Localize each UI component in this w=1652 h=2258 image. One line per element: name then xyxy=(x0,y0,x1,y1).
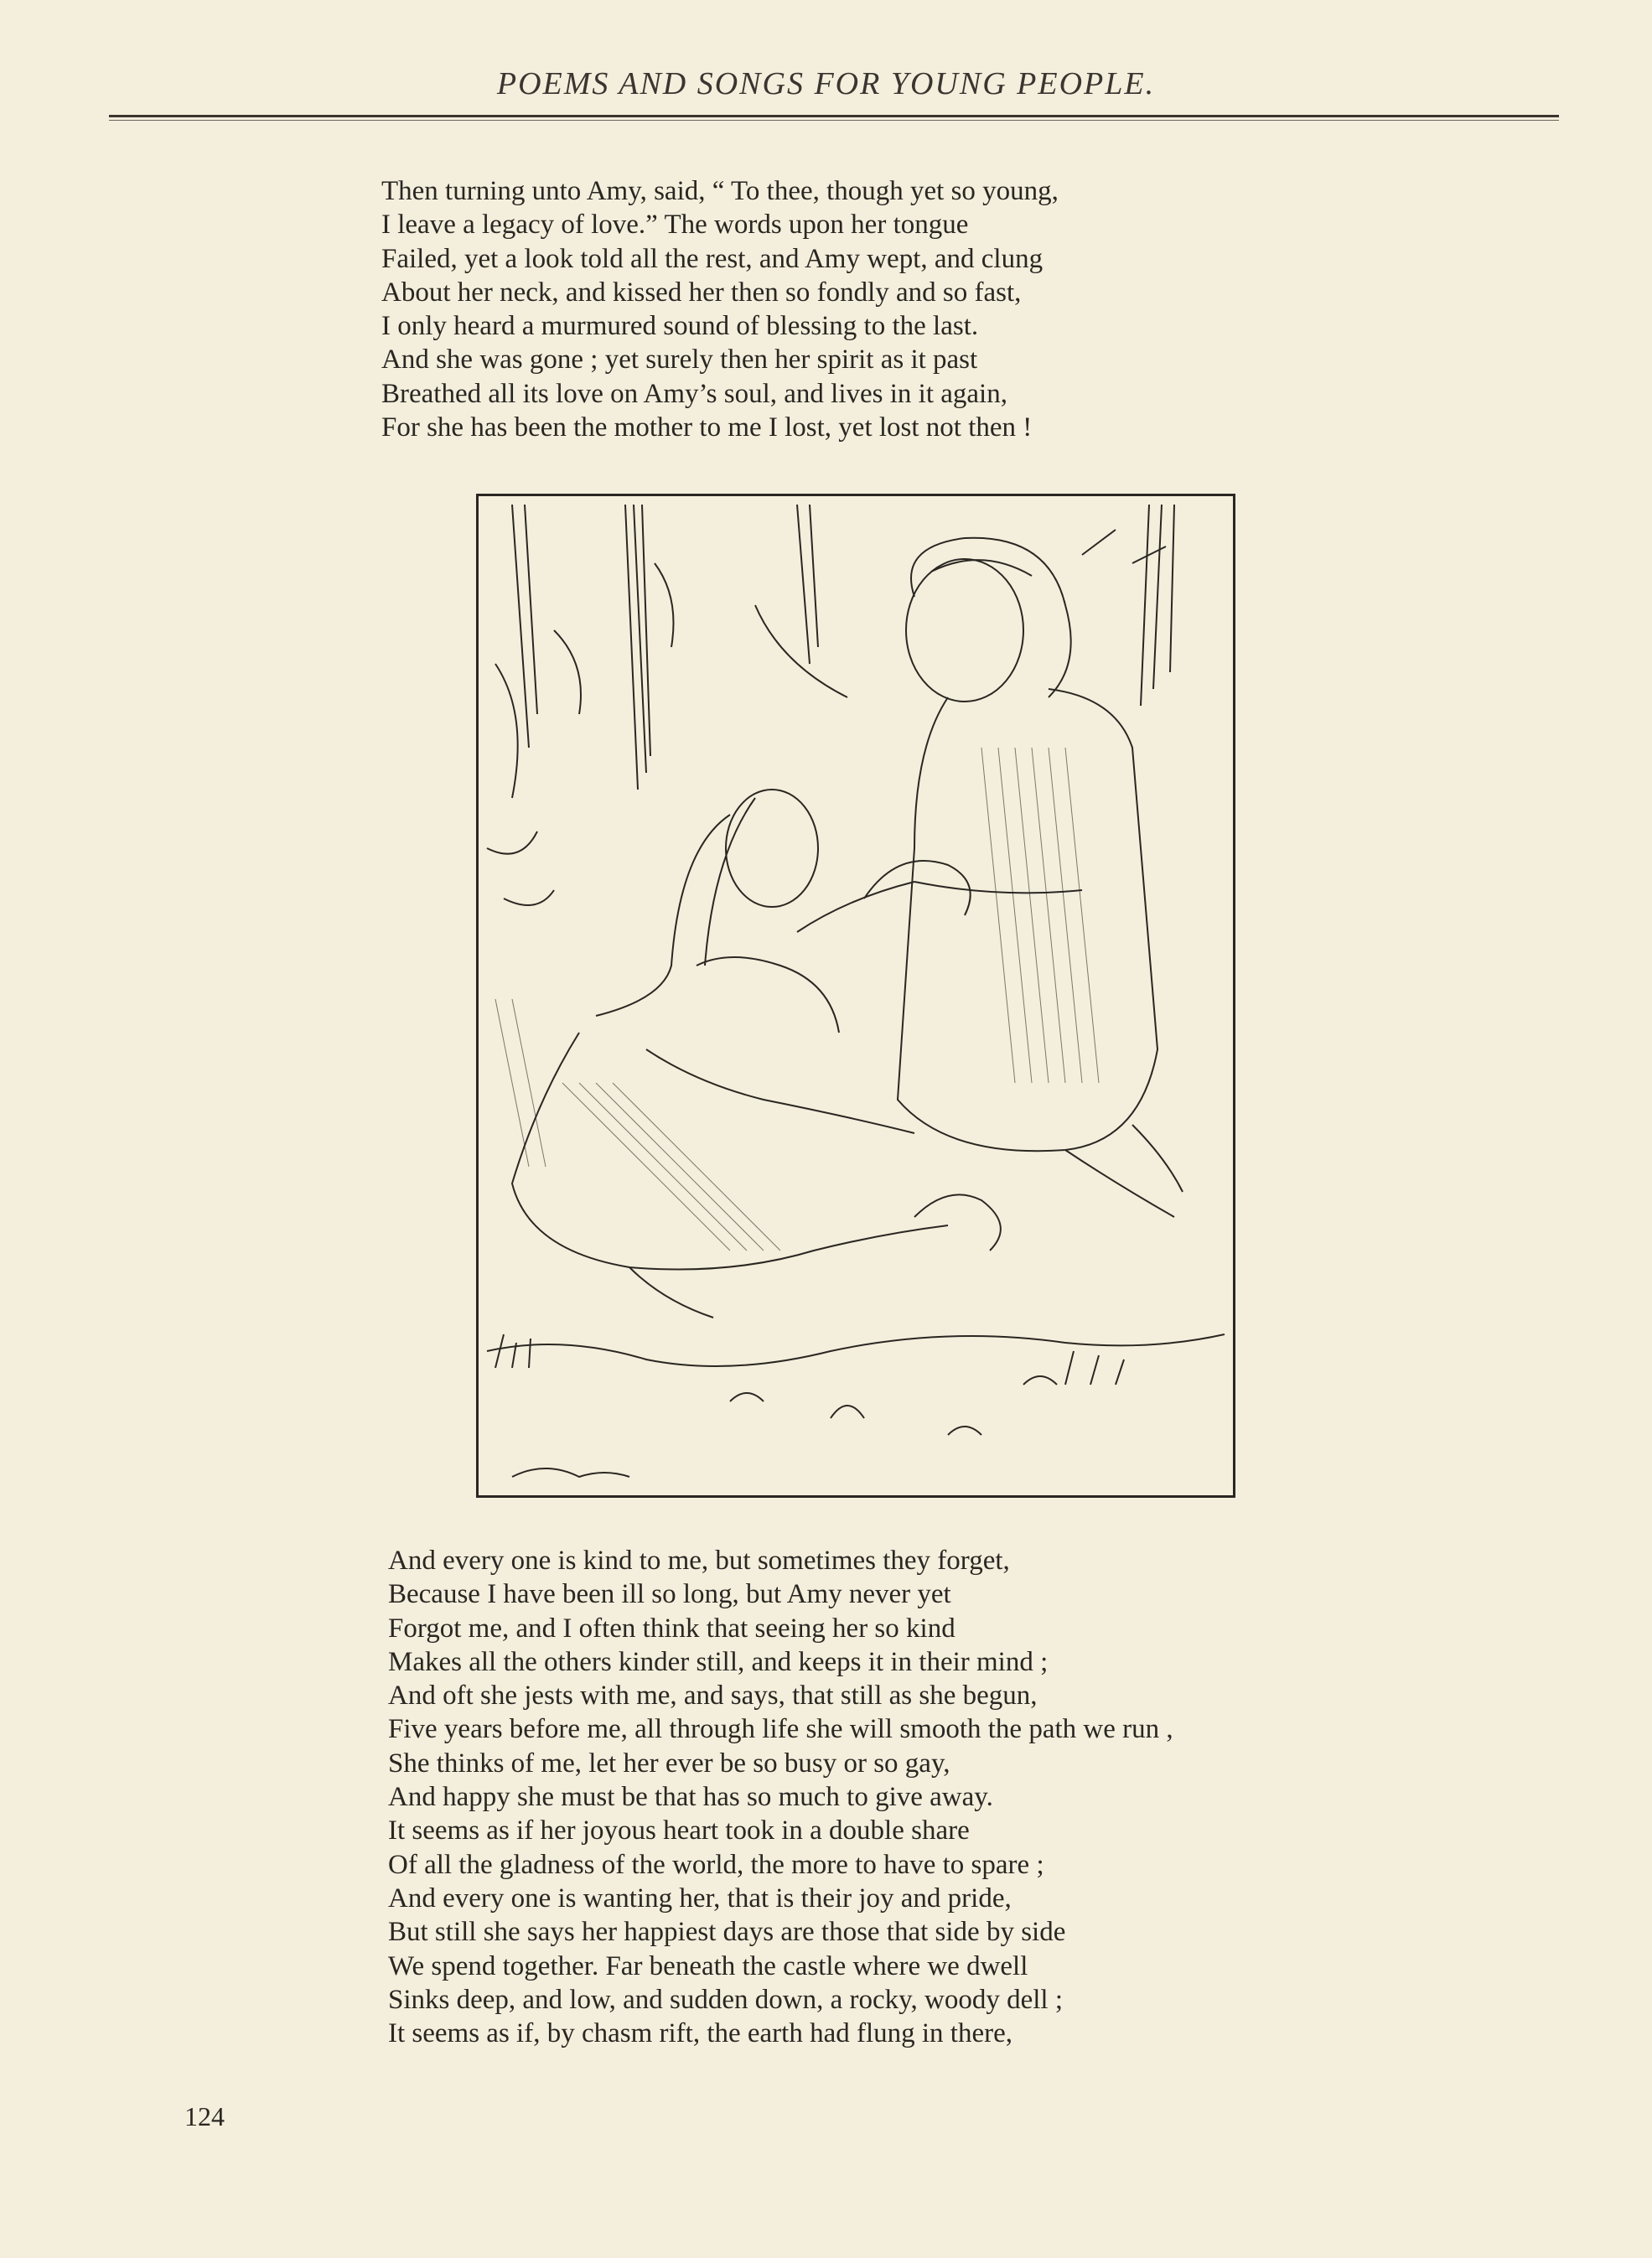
poem-line: I only heard a murmured sound of blessing to the last. xyxy=(381,311,979,342)
poem-line: Breathed all its love on Amy’s soul, and lives in it again, xyxy=(381,378,1007,409)
poem-line: Then turning unto Amy, said, “ To thee, though yet so young, xyxy=(381,176,1059,206)
poem-line: Failed, yet a look told all the rest, and Amy wept, and clung xyxy=(381,243,1044,274)
poem-line: Makes all the others kinder still, and keeps it in their mind ; xyxy=(388,1646,1049,1677)
poem-line: For she has been the mother to me I lost, yet lost not then ! xyxy=(381,412,1033,443)
poem-line: And oft she jests with me, and says, that still as she begun, xyxy=(388,1681,1038,1712)
poem-line: About her neck, and kissed her then so fondly and so fast, xyxy=(381,277,1022,308)
poem-line: And every one is wanting her, that is their joy and pride, xyxy=(388,1883,1012,1914)
running-head: POEMS AND SONGS FOR YOUNG PEOPLE. xyxy=(496,66,1156,101)
poem-line: She thinks of me, let her ever be so busy or so gay, xyxy=(388,1748,950,1779)
poem-line: And she was gone ; yet surely then her spirit as it past xyxy=(381,344,978,375)
poem-line: We spend together. Far beneath the castle where we dwell xyxy=(388,1950,1028,1981)
header-rule-thin xyxy=(109,120,1559,121)
poem-line: And happy she must be that has so much to give away. xyxy=(388,1782,993,1813)
poem-line: Of all the gladness of the world, the more to have to spare ; xyxy=(388,1849,1044,1880)
poem-line: It seems as if her joyous heart took in a double share xyxy=(388,1815,970,1846)
engraving-two-girls-illustration xyxy=(479,496,1233,1495)
poem-line: Sinks deep, and low, and sudden down, a rocky, woody dell ; xyxy=(388,1984,1064,2015)
illustration-engraving xyxy=(476,494,1235,1498)
page-number: 124 xyxy=(184,2101,225,2131)
stanza-2 xyxy=(388,1544,1478,2050)
poem-line: But still she says her happiest days are those that side by side xyxy=(388,1917,1066,1948)
poem-line: Forgot me, and I often think that seeing her so kind xyxy=(388,1613,955,1644)
poem-line: I leave a legacy of love.” The words upon her tongue xyxy=(381,210,969,241)
header-rule xyxy=(109,115,1559,117)
stanza-1 xyxy=(381,174,1471,444)
poem-line: It seems as if, by chasm rift, the earth had flung in there, xyxy=(388,2018,1013,2049)
poem-line: And every one is kind to me, but sometimes they forget, xyxy=(388,1546,1010,1576)
poem-line: Because I have been ill so long, but Amy never yet xyxy=(388,1579,951,1610)
poem-line: Five years before me, all through life she will smooth the path we run , xyxy=(388,1714,1173,1745)
